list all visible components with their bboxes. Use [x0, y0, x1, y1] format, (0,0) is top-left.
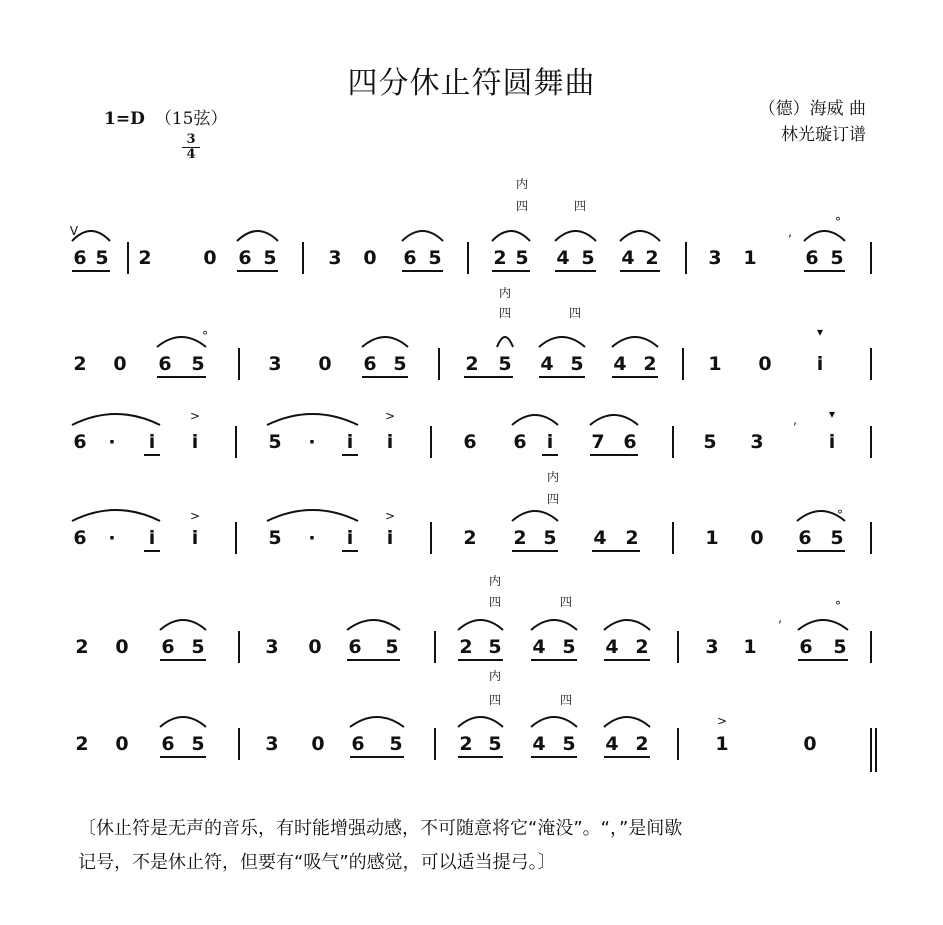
inner-string-mark: 内 — [488, 574, 501, 588]
note-3: 3 — [708, 247, 722, 269]
barline — [238, 348, 240, 380]
beam-underline — [804, 270, 845, 272]
accent-mark: > — [716, 714, 728, 728]
note-i: i — [148, 431, 156, 453]
note-0: 0 — [203, 247, 217, 269]
note-5: 5 — [488, 636, 502, 658]
harmonic-mark: ° — [835, 599, 841, 613]
note-6: 6 — [238, 247, 252, 269]
note-6: 6 — [73, 247, 87, 269]
note-6: 6 — [348, 636, 362, 658]
note-4: 4 — [613, 353, 627, 375]
note-6: 6 — [799, 636, 813, 658]
barline — [685, 242, 687, 274]
note-4: 4 — [593, 527, 607, 549]
note-2: 2 — [645, 247, 659, 269]
beam-underline — [458, 659, 503, 661]
harmonic-mark: ° — [837, 508, 843, 522]
beam-underline — [604, 659, 650, 661]
inner-string-mark: 内 — [515, 177, 528, 191]
note-0: 0 — [115, 733, 129, 755]
final-barline — [870, 728, 872, 772]
beam-underline — [72, 270, 110, 272]
barline — [672, 426, 674, 458]
beam-underline — [539, 376, 585, 378]
note-dot: · — [108, 431, 116, 453]
beam-underline — [592, 550, 640, 552]
fourth-finger-mark: 四 — [488, 595, 501, 609]
beam-underline — [160, 756, 206, 758]
note-5: 5 — [191, 636, 205, 658]
note-4: 4 — [605, 636, 619, 658]
note-5: 5 — [581, 247, 595, 269]
note-2: 2 — [75, 733, 89, 755]
beam-underline — [347, 659, 400, 661]
time-signature-bottom: 4 — [186, 147, 196, 162]
note-i: i — [816, 353, 824, 375]
fourth-finger-mark: 四 — [498, 306, 511, 320]
barline — [235, 426, 237, 458]
note-6: 6 — [73, 527, 87, 549]
note-5: 5 — [95, 247, 109, 269]
note-2: 2 — [465, 353, 479, 375]
note-dot: · — [308, 431, 316, 453]
beam-underline — [144, 550, 160, 552]
note-i: i — [386, 527, 394, 549]
note-i: i — [346, 431, 354, 453]
note-2: 2 — [463, 527, 477, 549]
beam-underline — [342, 550, 358, 552]
note-4: 4 — [532, 636, 546, 658]
note-4: 4 — [556, 247, 570, 269]
breath-mark: , — [778, 611, 782, 625]
time-signature-top: 3 — [182, 133, 200, 148]
note-5: 5 — [570, 353, 584, 375]
note-2: 2 — [138, 247, 152, 269]
note-5: 5 — [389, 733, 403, 755]
note-4: 4 — [605, 733, 619, 755]
note-5: 5 — [543, 527, 557, 549]
note-6: 6 — [363, 353, 377, 375]
note-2: 2 — [493, 247, 507, 269]
note-5: 5 — [385, 636, 399, 658]
note-5: 5 — [428, 247, 442, 269]
note-5: 5 — [833, 636, 847, 658]
beam-underline — [620, 270, 660, 272]
note-0: 0 — [308, 636, 322, 658]
beam-underline — [531, 659, 577, 661]
inner-string-mark: 内 — [498, 286, 511, 300]
note-5: 5 — [393, 353, 407, 375]
harmonic-mark: ° — [835, 215, 841, 229]
note-5: 5 — [268, 431, 282, 453]
note-5: 5 — [191, 733, 205, 755]
footnote — [78, 812, 898, 880]
note-0: 0 — [363, 247, 377, 269]
barline — [235, 522, 237, 554]
composer: （德）海威 曲 — [758, 99, 866, 119]
note-i: i — [148, 527, 156, 549]
inner-string-mark: 内 — [488, 669, 501, 683]
note-3: 3 — [265, 733, 279, 755]
beam-underline — [798, 659, 848, 661]
beam-underline — [362, 376, 408, 378]
note-3: 3 — [265, 636, 279, 658]
barline — [238, 631, 240, 663]
note-2: 2 — [635, 636, 649, 658]
beam-underline — [531, 756, 577, 758]
beam-underline — [458, 756, 503, 758]
note-0: 0 — [750, 527, 764, 549]
note-0: 0 — [311, 733, 325, 755]
accent-mark: > — [384, 409, 396, 423]
arranger: 林光璇订谱 — [781, 125, 866, 145]
breath-mark: , — [788, 225, 792, 239]
beam-underline — [464, 376, 513, 378]
note-5: 5 — [562, 636, 576, 658]
beam-underline — [604, 756, 650, 758]
note-i: i — [346, 527, 354, 549]
accent-mark: > — [189, 509, 201, 523]
bow-mark: V — [69, 224, 79, 238]
strings-label: （15弦） — [154, 109, 228, 129]
barline — [434, 631, 436, 663]
barline — [467, 242, 469, 274]
beam-underline — [350, 756, 404, 758]
fourth-finger-mark: 四 — [559, 693, 572, 707]
note-5: 5 — [515, 247, 529, 269]
note-6: 6 — [403, 247, 417, 269]
beam-underline — [402, 270, 443, 272]
fourth-finger-mark: 四 — [488, 693, 501, 707]
note-6: 6 — [623, 431, 637, 453]
accent-mark: > — [189, 409, 201, 423]
barline — [302, 242, 304, 274]
note-6: 6 — [463, 431, 477, 453]
note-5: 5 — [498, 353, 512, 375]
fourth-finger-mark: 四 — [515, 199, 528, 213]
note-1: 1 — [743, 247, 757, 269]
beam-underline — [342, 454, 358, 456]
note-2: 2 — [459, 733, 473, 755]
note-2: 2 — [513, 527, 527, 549]
barline — [870, 242, 872, 274]
beam-underline — [555, 270, 596, 272]
note-2: 2 — [635, 733, 649, 755]
beam-underline — [612, 376, 658, 378]
note-2: 2 — [459, 636, 473, 658]
footnote-line-1: 〔休止符是无声的音乐，有时能增强动感，不可随意将它“淹没”。“，”是间歇 — [78, 818, 683, 839]
barline — [672, 522, 674, 554]
note-5: 5 — [191, 353, 205, 375]
note-5: 5 — [830, 247, 844, 269]
note-3: 3 — [328, 247, 342, 269]
beam-underline — [144, 454, 160, 456]
barline — [677, 631, 679, 663]
note-6: 6 — [73, 431, 87, 453]
barline — [870, 348, 872, 380]
page-title: 四分休止符圆舞曲 — [347, 66, 596, 101]
key-label: 1=D — [104, 109, 145, 129]
note-6: 6 — [158, 353, 172, 375]
note-3: 3 — [705, 636, 719, 658]
beam-underline — [492, 270, 530, 272]
staccato-mark: ▾ — [828, 407, 836, 421]
barline — [438, 348, 440, 380]
beam-underline — [237, 270, 278, 272]
inner-string-mark: 内 — [546, 470, 559, 484]
note-i: i — [191, 431, 199, 453]
note-3: 3 — [750, 431, 764, 453]
note-1: 1 — [705, 527, 719, 549]
beam-underline — [590, 454, 638, 456]
note-4: 4 — [621, 247, 635, 269]
note-5: 5 — [268, 527, 282, 549]
note-2: 2 — [625, 527, 639, 549]
note-1: 1 — [743, 636, 757, 658]
fourth-finger-mark: 四 — [568, 306, 581, 320]
note-1: 1 — [715, 733, 729, 755]
note-i: i — [546, 431, 554, 453]
note-6: 6 — [351, 733, 365, 755]
note-2: 2 — [73, 353, 87, 375]
note-5: 5 — [703, 431, 717, 453]
beam-underline — [542, 454, 558, 456]
note-2: 2 — [643, 353, 657, 375]
note-6: 6 — [513, 431, 527, 453]
note-6: 6 — [161, 733, 175, 755]
barline — [434, 728, 436, 760]
note-0: 0 — [758, 353, 772, 375]
breath-mark: , — [793, 413, 797, 427]
note-4: 4 — [532, 733, 546, 755]
beam-underline — [512, 550, 558, 552]
note-i: i — [828, 431, 836, 453]
fourth-finger-mark: 四 — [559, 595, 572, 609]
note-0: 0 — [115, 636, 129, 658]
barline — [870, 426, 872, 458]
note-dot: · — [108, 527, 116, 549]
barline — [238, 728, 240, 760]
note-i: i — [191, 527, 199, 549]
barline — [430, 522, 432, 554]
beam-underline — [157, 376, 206, 378]
barline — [677, 728, 679, 760]
barline — [875, 728, 877, 772]
note-5: 5 — [263, 247, 277, 269]
note-5: 5 — [488, 733, 502, 755]
note-7: 7 — [591, 431, 605, 453]
note-5: 5 — [830, 527, 844, 549]
beam-underline — [797, 550, 845, 552]
staccato-mark: ▾ — [816, 325, 824, 339]
note-1: 1 — [708, 353, 722, 375]
barline — [870, 631, 872, 663]
barline — [682, 348, 684, 380]
note-0: 0 — [113, 353, 127, 375]
note-0: 0 — [318, 353, 332, 375]
fourth-finger-mark: 四 — [546, 492, 559, 506]
fourth-finger-mark: 四 — [573, 199, 586, 213]
note-3: 3 — [268, 353, 282, 375]
note-6: 6 — [161, 636, 175, 658]
accent-mark: > — [384, 509, 396, 523]
barline — [430, 426, 432, 458]
harmonic-mark: ° — [202, 329, 208, 343]
note-5: 5 — [562, 733, 576, 755]
note-i: i — [386, 431, 394, 453]
note-4: 4 — [540, 353, 554, 375]
note-2: 2 — [75, 636, 89, 658]
note-6: 6 — [805, 247, 819, 269]
footnote-line-2: 记号，不是休止符，但要有“吸气”的感觉，可以适当提弓。〕 — [78, 852, 556, 873]
barline — [127, 242, 129, 274]
note-dot: · — [308, 527, 316, 549]
barline — [870, 522, 872, 554]
note-0: 0 — [803, 733, 817, 755]
beam-underline — [160, 659, 206, 661]
note-6: 6 — [798, 527, 812, 549]
